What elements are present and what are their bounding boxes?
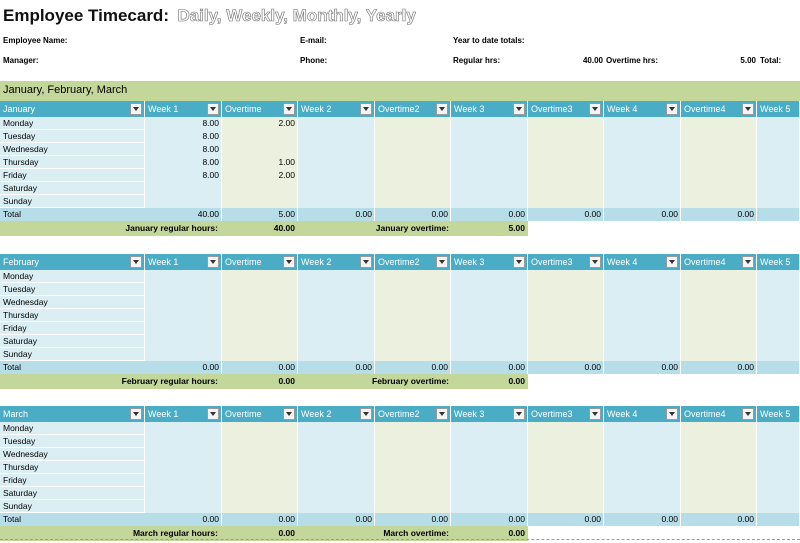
total-row [0,513,800,526]
total-row [0,208,800,221]
column-header-label: Week 2 [301,409,332,419]
filter-dropdown-button[interactable] [513,408,525,420]
overtime-hours-cell[interactable]: 2.00 [278,118,295,128]
week1-hours-cell[interactable]: 8.00 [202,157,219,167]
column-header[interactable] [757,254,800,270]
filter-dropdown-button[interactable] [283,408,295,420]
day-label: Thursday [3,157,39,167]
overtime-hrs-label: Overtime hrs: [606,56,659,65]
total-row [0,361,800,374]
week1-hours-cell[interactable]: 8.00 [202,118,219,128]
total-value: 0.00 [508,209,525,219]
data-column[interactable] [451,422,528,513]
data-column[interactable] [681,270,757,361]
column-header-label: Week 1 [148,257,179,267]
filter-dropdown-button[interactable] [283,103,295,115]
total-row-label: Total [3,514,21,524]
filter-dropdown-button[interactable] [666,408,678,420]
total-value: 0.00 [355,209,372,219]
day-label: Sunday [3,196,32,206]
filter-dropdown-button[interactable] [207,408,219,420]
total-value: 0.00 [661,362,678,372]
total-value: 0.00 [661,209,678,219]
overtime-hours-cell[interactable] [222,130,295,143]
overtime-hours-cell[interactable] [222,335,295,348]
column-header-label: Overtime4 [684,257,726,267]
total-value: 0.00 [202,362,219,372]
total-value: 0.00 [508,362,525,372]
data-column[interactable] [604,270,681,361]
overtime-hours-cell[interactable]: 1.00 [278,157,295,167]
overtime-hours-cell[interactable] [222,309,295,322]
column-header-label: Week 4 [607,409,638,419]
week1-hours-cell[interactable] [145,422,219,435]
total-cell [757,361,800,374]
week1-hours-cell[interactable] [145,348,219,361]
filter-dropdown-button[interactable] [666,256,678,268]
column-header-label: Week 1 [148,409,179,419]
week1-hours-cell[interactable] [145,474,219,487]
column-header-label: Week 4 [607,104,638,114]
filter-dropdown-button[interactable] [207,256,219,268]
data-column[interactable] [681,422,757,513]
week1-hours-cell[interactable]: 8.00 [202,144,219,154]
total-value: 0.00 [355,362,372,372]
regular-hours-label: March regular hours: [132,528,218,538]
regular-hours-value: 0.00 [278,528,295,538]
day-label: Wednesday [3,449,48,459]
overtime-hours-cell[interactable] [222,182,295,195]
email-label: E-mail: [300,36,327,45]
phone-label: Phone: [300,56,328,65]
filter-dropdown-button[interactable] [360,103,372,115]
column-header-label: Week 3 [454,409,485,419]
column-header-label: Week 4 [607,257,638,267]
overtime-hrs-value: 5.00 [740,56,756,65]
overtime-hours-cell[interactable] [222,487,295,500]
table-header [0,254,800,270]
total-cell [757,208,800,221]
manager-label: Manager: [3,56,39,65]
data-column[interactable] [451,117,528,208]
total-value: 0.00 [508,514,525,524]
column-header-label: Week 2 [301,257,332,267]
filter-dropdown-button[interactable] [436,103,448,115]
overtime-hours-cell[interactable] [222,474,295,487]
day-label: Monday [3,423,34,433]
data-column[interactable] [604,117,681,208]
data-column[interactable] [528,117,604,208]
column-header-label: Week 5 [760,409,791,419]
week1-hours-cell[interactable] [145,270,219,283]
data-column[interactable] [375,270,451,361]
month-summary-row [0,374,528,389]
day-label: Friday [3,170,27,180]
column-header-label: Overtime [225,257,262,267]
column-header-label: Overtime2 [378,257,420,267]
column-header-label: Overtime3 [531,104,573,114]
week1-hours-cell[interactable] [145,448,219,461]
column-header-label: Overtime2 [378,104,420,114]
day-label: Saturday [3,336,38,346]
day-label: Wednesday [3,144,48,154]
total-value: 0.00 [584,209,601,219]
regular-hours-value: 0.00 [278,376,295,386]
week1-hours-cell[interactable] [145,435,219,448]
overtime-hours-cell[interactable] [222,435,295,448]
filter-dropdown-button[interactable] [589,408,601,420]
quarter-title: January, February, March [3,84,128,96]
column-header-label: March [3,409,29,419]
page-break-line [0,539,800,540]
week1-hours-cell[interactable] [145,182,219,195]
column-header[interactable] [757,406,800,422]
data-column[interactable] [604,422,681,513]
total-value: 0.00 [737,514,754,524]
day-label: Monday [3,271,34,281]
regular-hours-value: 40.00 [273,223,295,233]
day-label: Friday [3,475,27,485]
overtime-hours-cell[interactable] [222,143,295,156]
overtime-hours-cell[interactable] [222,448,295,461]
overtime-hours-cell[interactable] [222,500,295,513]
week1-hours-cell[interactable] [145,296,219,309]
total-value: 0.00 [202,514,219,524]
regular-hrs-label: Regular hrs: [453,56,501,65]
column-header[interactable] [757,101,800,117]
filter-dropdown-button[interactable] [742,408,754,420]
column-header-label: February [3,257,40,267]
day-label: Friday [3,323,27,333]
employee-name-label: Employee Name: [3,36,68,45]
filter-dropdown-button[interactable] [130,103,142,115]
page-title [3,6,416,30]
column-header-label: Overtime [225,104,262,114]
overtime-hours-cell[interactable] [222,270,295,283]
filter-dropdown-button[interactable] [130,408,142,420]
day-label: Thursday [3,310,39,320]
filter-dropdown-button[interactable] [742,103,754,115]
data-column[interactable] [298,422,375,513]
column-header-label: Overtime4 [684,409,726,419]
overtime-value: 0.00 [508,376,525,386]
column-header-label: Week 3 [454,104,485,114]
total-label: Total: [760,56,782,65]
data-column[interactable] [528,422,604,513]
overtime-label: February overtime: [372,376,449,386]
ytd-totals-label: Year to date totals: [453,36,525,45]
week1-hours-cell[interactable] [145,309,219,322]
column-header[interactable] [0,101,145,117]
column-header-label: Week 5 [760,104,791,114]
week1-hours-cell[interactable] [145,487,219,500]
column-header[interactable] [0,406,145,422]
filter-dropdown-button[interactable] [283,256,295,268]
week1-hours-cell[interactable]: 8.00 [202,131,219,141]
day-label: Thursday [3,462,39,472]
table-header [0,101,800,117]
column-header[interactable] [0,254,145,270]
column-header-label: January [3,104,36,114]
total-value: 0.00 [431,362,448,372]
total-row-label: Total [3,209,21,219]
filter-dropdown-button[interactable] [436,408,448,420]
total-value: 40.00 [197,209,219,219]
day-label: Tuesday [3,131,36,141]
week1-hours-cell[interactable] [145,195,219,208]
week1-hours-cell[interactable] [145,283,219,296]
regular-hours-label: February regular hours: [121,376,218,386]
data-column[interactable] [298,270,375,361]
column-header-label: Overtime2 [378,409,420,419]
column-header-label: Overtime3 [531,257,573,267]
day-label: Saturday [3,488,38,498]
filter-dropdown-button[interactable] [130,256,142,268]
column-header-label: Overtime [225,409,262,419]
title-subtitle: Daily, Weekly, Monthly, Yearly [177,6,416,25]
week1-hours-cell[interactable] [145,461,219,474]
overtime-hours-cell[interactable] [222,322,295,335]
total-value: 0.00 [278,362,295,372]
week1-hours-cell[interactable] [145,322,219,335]
total-value: 0.00 [661,514,678,524]
total-value: 0.00 [737,209,754,219]
week1-hours-cell[interactable] [145,335,219,348]
week1-hours-cell[interactable] [145,500,219,513]
overtime-value: 5.00 [508,223,525,233]
regular-hrs-value: 40.00 [582,56,603,65]
filter-dropdown-button[interactable] [742,256,754,268]
total-value: 0.00 [584,362,601,372]
column-header-label: Overtime4 [684,104,726,114]
data-column[interactable] [757,117,800,208]
data-column[interactable] [375,422,451,513]
total-value: 0.00 [584,514,601,524]
regular-hours-label: January regular hours: [125,223,218,233]
column-header-label: Overtime3 [531,409,573,419]
data-column[interactable] [681,117,757,208]
overtime-hours-cell[interactable]: 2.00 [278,170,295,180]
column-header-label: Week 3 [454,257,485,267]
day-label: Tuesday [3,436,36,446]
overtime-label: January overtime: [375,223,449,233]
day-label: Wednesday [3,297,48,307]
total-row-label: Total [3,362,21,372]
total-value: 0.00 [737,362,754,372]
data-column[interactable] [757,422,800,513]
data-column[interactable] [451,270,528,361]
overtime-hours-cell[interactable] [222,195,295,208]
data-column[interactable] [528,270,604,361]
overtime-hours-cell[interactable] [222,296,295,309]
column-header-label: Week 5 [760,257,791,267]
total-value: 5.00 [278,209,295,219]
overtime-hours-cell[interactable] [222,348,295,361]
title-main: Employee Timecard: [3,6,169,25]
day-label: Sunday [3,349,32,359]
overtime-hours-cell[interactable] [222,283,295,296]
filter-dropdown-button[interactable] [589,256,601,268]
filter-dropdown-button[interactable] [360,256,372,268]
data-column[interactable] [757,270,800,361]
month-summary-row [0,221,528,236]
day-label: Tuesday [3,284,36,294]
filter-dropdown-button[interactable] [666,103,678,115]
filter-dropdown-button[interactable] [589,103,601,115]
table-header [0,406,800,422]
day-label: Saturday [3,183,38,193]
week1-hours-cell[interactable]: 8.00 [202,170,219,180]
total-cell [757,513,800,526]
day-label: Sunday [3,501,32,511]
filter-dropdown-button[interactable] [513,103,525,115]
data-column[interactable] [298,117,375,208]
total-value: 0.00 [431,514,448,524]
filter-dropdown-button[interactable] [360,408,372,420]
overtime-label: March overtime: [383,528,449,538]
filter-dropdown-button[interactable] [513,256,525,268]
filter-dropdown-button[interactable] [207,103,219,115]
column-header-label: Week 2 [301,104,332,114]
total-value: 0.00 [355,514,372,524]
day-label: Monday [3,118,34,128]
overtime-hours-cell[interactable] [222,461,295,474]
quarter-band [0,81,800,101]
column-header-label: Week 1 [148,104,179,114]
data-column[interactable] [375,117,451,208]
overtime-hours-cell[interactable] [222,422,295,435]
total-value: 0.00 [278,514,295,524]
filter-dropdown-button[interactable] [436,256,448,268]
overtime-value: 0.00 [508,528,525,538]
total-value: 0.00 [431,209,448,219]
